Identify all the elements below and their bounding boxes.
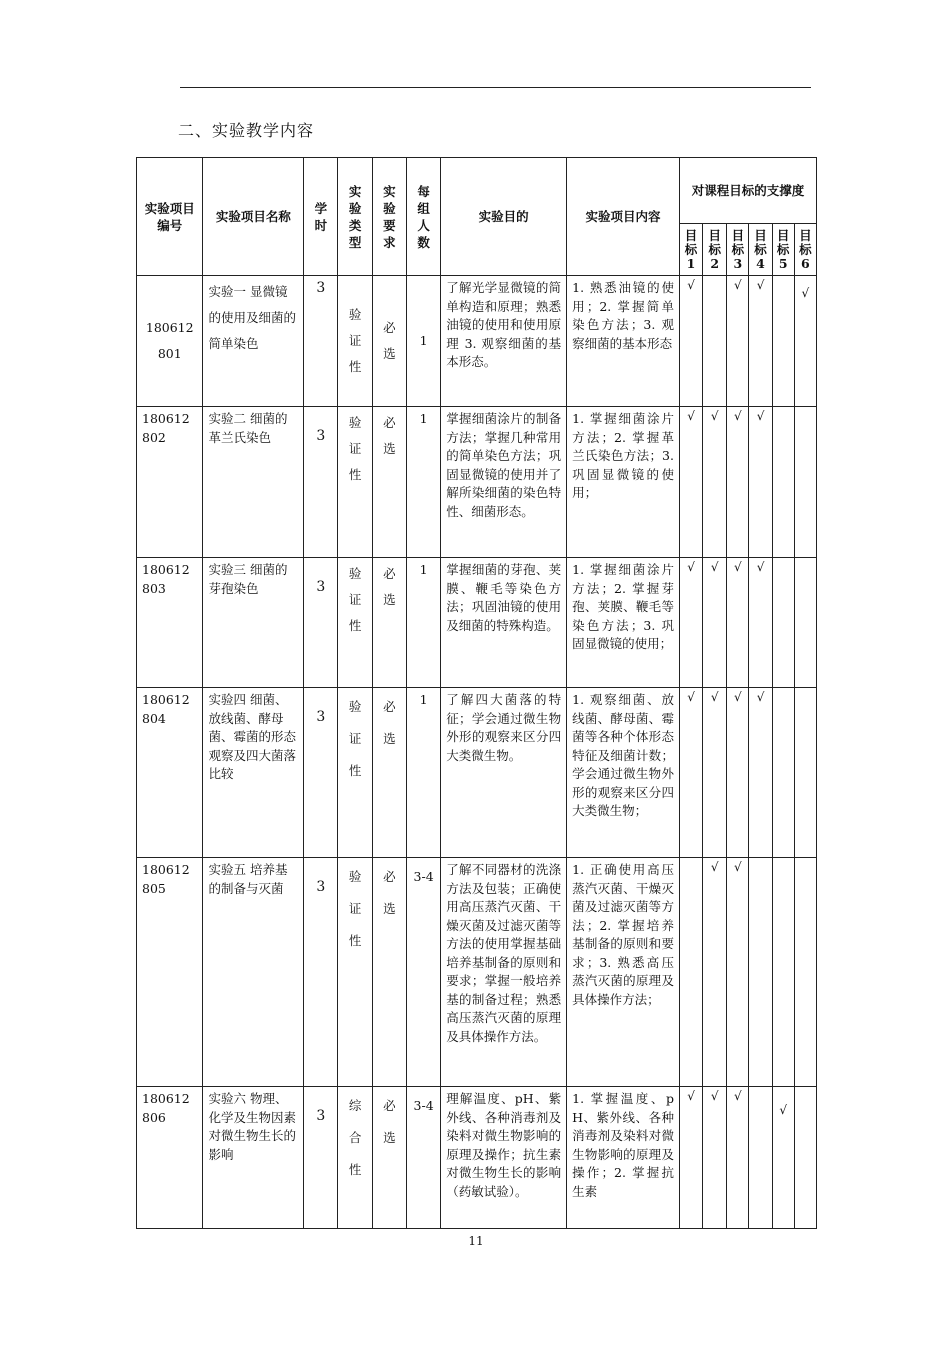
row-mark-1 — [679, 858, 702, 1087]
header-goal-1: 目标1 — [679, 224, 702, 276]
row-mark-5 — [772, 407, 794, 558]
row-type: 验证性 — [348, 415, 362, 482]
row-mark-1: √ — [679, 276, 702, 407]
row-name: 实验二 细菌的革兰氏染色 — [208, 411, 288, 445]
row-mark-4: √ — [749, 558, 772, 688]
header-hours: 学时 — [304, 158, 338, 276]
header-code: 实验项目编号 — [137, 158, 203, 276]
row-hours: 3 — [316, 1108, 326, 1124]
header-type: 实验类型 — [338, 158, 372, 276]
table-row — [137, 276, 817, 407]
row-mark-3: √ — [727, 688, 749, 858]
row-req: 必选 — [383, 415, 396, 456]
row-hours: 3 — [316, 579, 326, 595]
row-mark-5: √ — [772, 1087, 794, 1229]
row-mark-6 — [794, 1087, 816, 1229]
page-number: 11 — [468, 1234, 484, 1248]
row-name: 实验一 显微镜的使用及细菌的简单染色 — [208, 284, 296, 351]
row-content: 1. 观察细菌、放线菌、酵母菌、霉菌等各种个体形态特征及细菌计数；学会通过微生物外形的观察来区分四大类微生物； — [572, 692, 674, 818]
row-hours: 3 — [316, 428, 326, 444]
row-mark-2: √ — [703, 558, 727, 688]
row-code: 180612806 — [142, 1091, 190, 1125]
row-content: 1. 掌握温度、pH、紫外线、各种消毒剂及染料对微生物影响的原理及操作；2. 掌握抗生素 — [572, 1091, 674, 1199]
row-mark-1: √ — [679, 1087, 702, 1229]
row-type: 验证性 — [348, 307, 362, 374]
header-goal-3: 目标3 — [727, 224, 749, 276]
header-goal-5: 目标5 — [772, 224, 794, 276]
header-purpose: 实验目的 — [441, 158, 567, 276]
row-mark-6 — [794, 688, 816, 858]
row-group: 1 — [419, 332, 428, 348]
row-group: 1 — [419, 562, 428, 577]
row-name: 实验五 培养基的制备与灭菌 — [208, 862, 288, 896]
header-content: 实验项目内容 — [567, 158, 680, 276]
header-rule — [180, 87, 811, 88]
row-mark-4: √ — [749, 276, 772, 407]
row-mark-6 — [794, 407, 816, 558]
row-purpose: 掌握细菌涂片的制备方法；掌握几种常用的简单染色方法；巩固显微镜的使用并了解所染细菌的染色特性、细菌形态。 — [446, 411, 562, 519]
row-code: 180612803 — [142, 562, 190, 596]
row-type: 验证性 — [348, 869, 362, 948]
row-mark-5 — [772, 558, 794, 688]
row-hours: 3 — [316, 709, 326, 725]
row-hours: 3 — [316, 280, 326, 296]
experiment-rows — [137, 276, 817, 1229]
row-req: 必选 — [383, 869, 396, 916]
row-hours: 3 — [316, 879, 326, 895]
row-mark-6 — [794, 858, 816, 1087]
header-goal-2: 目标2 — [703, 224, 727, 276]
row-group: 3-4 — [413, 869, 434, 884]
row-mark-4: √ — [749, 688, 772, 858]
row-mark-1: √ — [679, 558, 702, 688]
section-title: 二、实验教学内容 — [178, 121, 315, 140]
row-code: 180612801 — [145, 320, 194, 361]
row-req: 必选 — [383, 699, 396, 746]
header-support: 对课程目标的支撑度 — [679, 158, 816, 224]
row-purpose: 掌握细菌的芽孢、荚膜、鞭毛等染色方法；巩固油镜的使用及细菌的特殊构造。 — [446, 562, 562, 633]
table-row — [137, 688, 817, 858]
row-type: 综合性 — [348, 1098, 362, 1177]
row-mark-4 — [749, 858, 772, 1087]
row-mark-6: √ — [794, 276, 816, 407]
row-content: 1. 熟悉油镜的使用；2. 掌握简单染色方法；3. 观察细菌的基本形态 — [572, 280, 674, 351]
row-req: 必选 — [383, 566, 396, 607]
table-row — [137, 858, 817, 1087]
experiment-table — [136, 157, 817, 1229]
row-mark-3: √ — [727, 276, 749, 407]
row-content: 1. 掌握细菌涂片方法；2. 掌握革兰氏染色方法；3. 巩固显微镜的使用； — [572, 411, 674, 500]
row-content: 1. 正确使用高压蒸汽灭菌、干燥灭菌及过滤灭菌等方法；2. 掌握培养基制备的原则和要求；3. 熟悉高压蒸汽灭菌的原理及具体操作方法； — [572, 862, 674, 1007]
row-mark-1: √ — [679, 407, 702, 558]
row-mark-2: √ — [703, 858, 727, 1087]
row-mark-3: √ — [727, 858, 749, 1087]
row-purpose: 了解光学显微镜的简单构造和原理；熟悉油镜的使用和使用原理 3. 观察细菌的基本形态。 — [446, 280, 562, 369]
header-req: 实验要求 — [372, 158, 406, 276]
row-req: 必选 — [383, 1098, 396, 1145]
row-mark-5 — [772, 688, 794, 858]
header-goal-4: 目标4 — [749, 224, 772, 276]
row-mark-5 — [772, 276, 794, 407]
row-content: 1. 掌握细菌涂片方法；2. 掌握芽孢、荚膜、鞭毛等染色方法；3. 巩固显微镜的使用； — [572, 562, 674, 651]
row-name: 实验三 细菌的芽孢染色 — [208, 562, 288, 596]
row-type: 验证性 — [348, 566, 362, 633]
row-mark-5 — [772, 858, 794, 1087]
row-mark-6 — [794, 558, 816, 688]
row-name: 实验四 细菌、放线菌、酵母菌、霉菌的形态观察及四大菌落比较 — [208, 692, 296, 781]
row-code: 180612804 — [142, 692, 190, 726]
row-mark-2: √ — [703, 1087, 727, 1229]
table-row — [137, 558, 817, 688]
row-mark-2 — [703, 276, 727, 407]
row-mark-3: √ — [727, 1087, 749, 1229]
row-name: 实验六 物理、化学及生物因素对微生物生长的影响 — [208, 1091, 296, 1162]
row-purpose: 了解四大菌落的特征；学会通过微生物外形的观察来区分四大类微生物。 — [446, 692, 562, 763]
row-mark-2: √ — [703, 688, 727, 858]
table-row — [137, 1087, 817, 1229]
header-goal-6: 目标6 — [794, 224, 816, 276]
header-group: 每组人数 — [406, 158, 440, 276]
row-group: 1 — [419, 692, 428, 707]
row-mark-2: √ — [703, 407, 727, 558]
header-name: 实验项目名称 — [203, 158, 304, 276]
row-req: 必选 — [383, 320, 396, 361]
row-mark-1: √ — [679, 688, 702, 858]
row-mark-3: √ — [727, 407, 749, 558]
row-type: 验证性 — [348, 699, 362, 778]
row-purpose: 了解不同器材的洗涤方法及包装；正确使用高压蒸汽灭菌、干燥灭菌及过滤灭菌等方法的使用掌握基础培养基制备的原则和要求；掌握一般培养基的制备过程；熟悉高压蒸汽灭菌的原理及具体操作方法。 — [446, 862, 562, 1044]
row-group: 1 — [419, 411, 428, 426]
row-purpose: 理解温度、pH、紫外线、各种消毒剂及染料对微生物影响的原理及操作；抗生素对微生物生长的影响（药敏试验）。 — [446, 1091, 562, 1199]
row-mark-4: √ — [749, 407, 772, 558]
row-code: 180612805 — [142, 862, 190, 896]
row-mark-3: √ — [727, 558, 749, 688]
table-row — [137, 407, 817, 558]
row-mark-4 — [749, 1087, 772, 1229]
row-code: 180612802 — [142, 411, 190, 445]
row-group: 3-4 — [413, 1098, 434, 1113]
